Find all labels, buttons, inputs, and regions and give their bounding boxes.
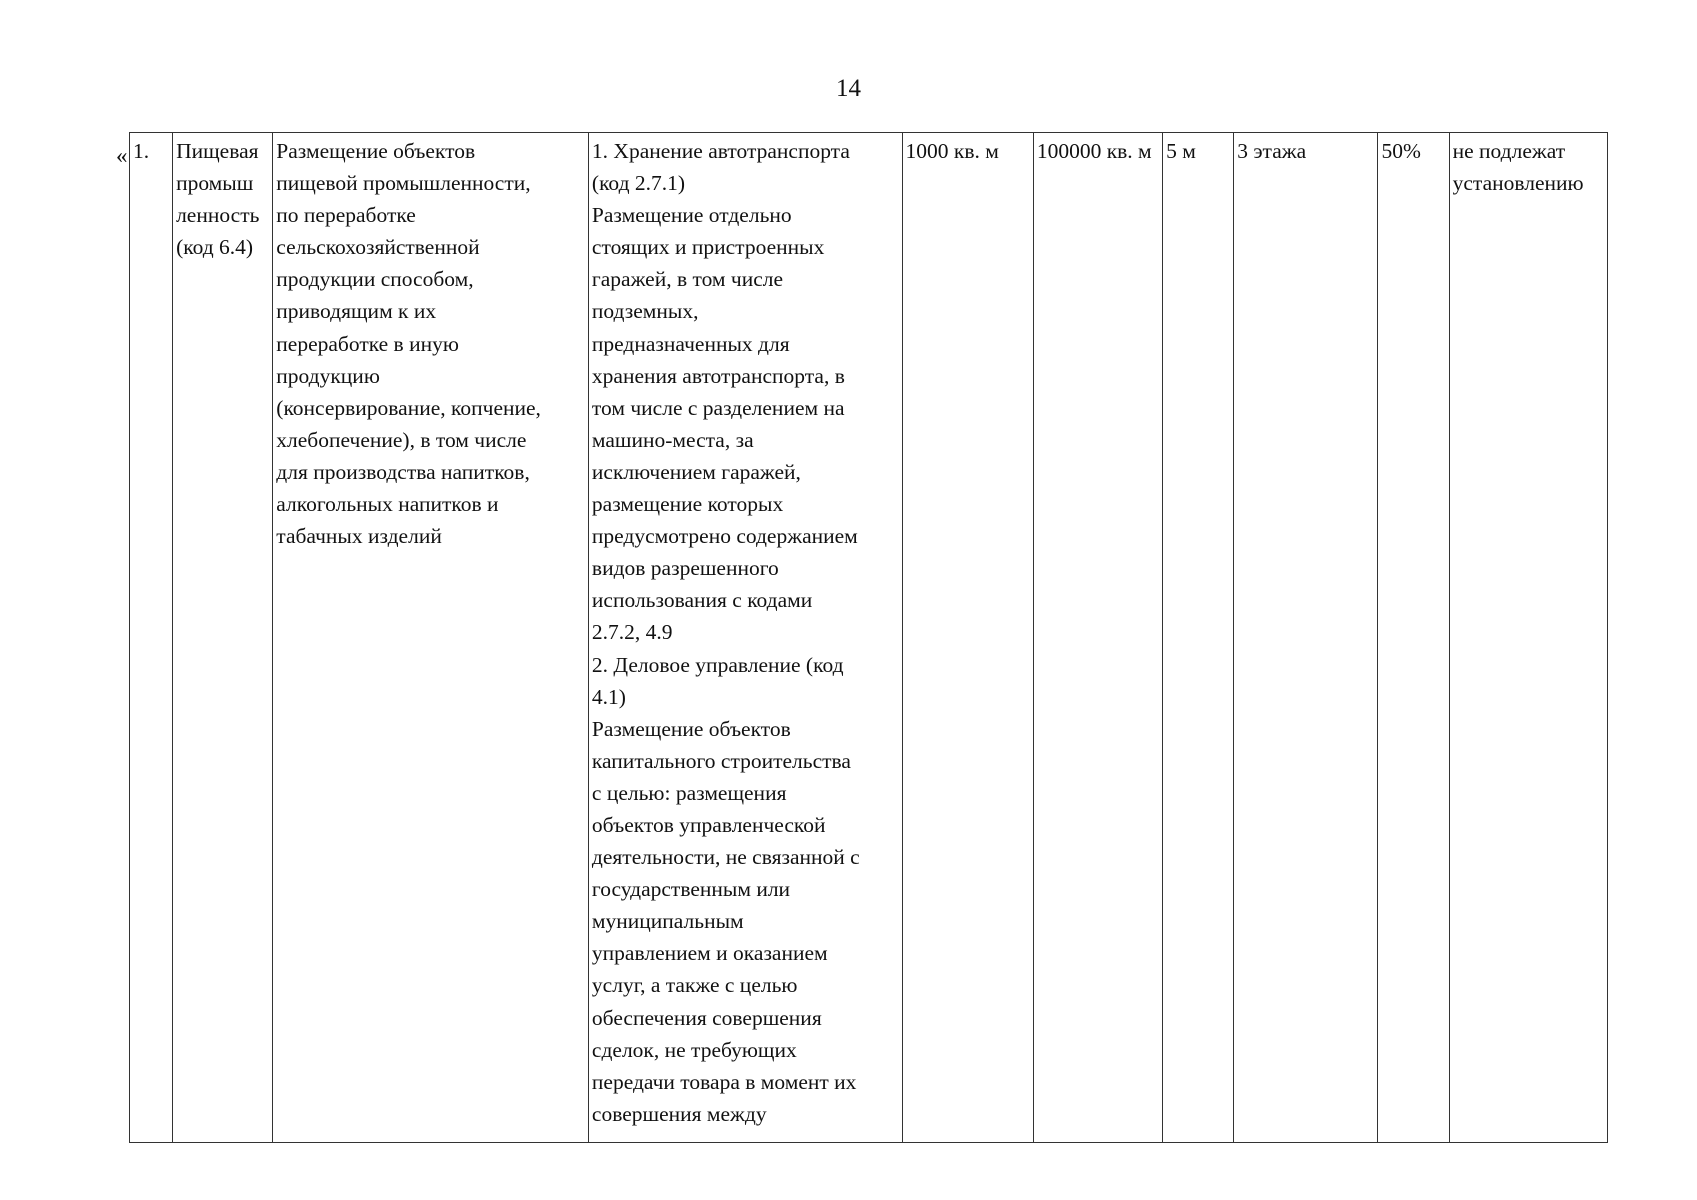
cell-max-floors <box>1234 133 1378 1143</box>
max-floors-text: 3 этажа <box>1237 139 1307 163</box>
min-area-text: 1000 кв. м <box>905 139 999 163</box>
use-name-text: Пищевая промыш ленность (код 6.4) <box>176 139 260 260</box>
page-number: 14 <box>836 75 861 102</box>
cell-other-params <box>1449 133 1607 1143</box>
cell-use-name <box>173 133 273 1143</box>
cell-row-number <box>130 133 173 1143</box>
land-use-regulations-table <box>129 132 1608 1143</box>
cell-auxiliary-uses <box>588 133 902 1143</box>
min-indent-text: 5 м <box>1166 139 1196 163</box>
table-row <box>130 133 1608 1143</box>
auxiliary-uses-text: 1. Хранение автотранспорта (код 2.7.1) Размещение отдельно стоящих и пристроенных гаражей, в том числе подземных, предназначенных для хранения автотранспорта, в том числе с разделением на машино-места, за исключением гаражей, размещение которых предусмотрено содержанием видов разрешенного использования с кодами 2.7.2, 4.9 2. Деловое управление (код 4.1) Размещение объектов капитального строительства с целью: размещения объектов управленческой деятельности, не связанной с государственным или муниципальным управлением и оказанием услуг, а также с целью обеспечения совершения сделок, не требующих передачи товара в момент их совершения между <box>591 139 860 1126</box>
max-area-text: 100000 кв. м <box>1036 139 1152 163</box>
opening-quote-mark: « <box>116 143 128 168</box>
use-description-text: Размещение объектов пищевой промышленности, по переработке сельскохозяйственной продукции способом, приводящим к их переработке в иную продукцию (консервирование, копчение, хлебопечение), в том числе для производства напитков, алкогольных напитков и табачных изделий <box>276 139 541 549</box>
other-params-text: не подлежат установлению <box>1452 139 1584 196</box>
cell-min-indent <box>1163 133 1234 1143</box>
max-coverage-text: 50% <box>1381 139 1421 163</box>
cell-max-coverage <box>1378 133 1449 1143</box>
cell-use-description <box>273 133 589 1143</box>
cell-min-area <box>902 133 1033 1143</box>
cell-max-area <box>1033 133 1162 1143</box>
row-number-text: 1. <box>133 139 150 163</box>
